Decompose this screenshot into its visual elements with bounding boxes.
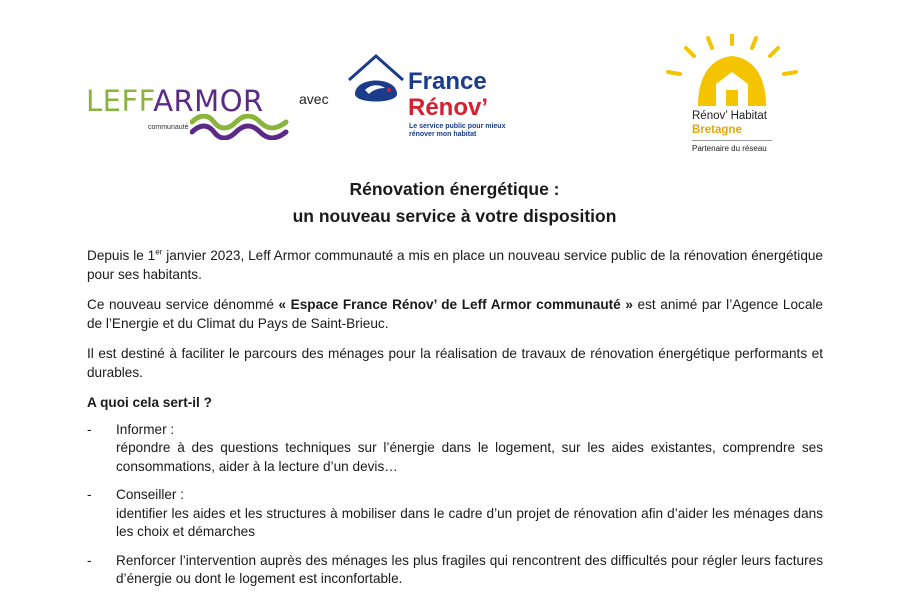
renov-habitat-line3: Partenaire du réseau [692,144,767,153]
list-item-text: identifier les aides et les structures à mobiliser dans le cadre d’un projet de rénovation afin d’aider les ménages dans les choix et démarches [116,505,823,539]
sun-house-icon [662,34,802,114]
list-item-title: Conseiller : [116,487,184,502]
list-item-title: Informer : [116,421,175,437]
paragraph-service-name: Ce nouveau service dénommé « Espace France Rénov’ de Leff Armor communauté » est animé par l’Agence Locale de l’Energie et du Climat du Pays de Saint-Brieuc. [87,297,823,331]
paragraph-purpose: Il est destiné à faciliter le parcours des ménages pour la réalisation de travaux de rénovation énergétique performants et durables. [87,346,823,380]
page-title-line1: Rénovation énergétique : [349,179,560,199]
list-item [87,486,823,542]
france-renov-tagline: Le service public pour mieux rénover mon habitat [409,123,506,138]
marianne-house-icon [345,54,407,112]
list-item-text: Renforcer l’intervention auprès des ménages les plus fragiles qui rencontrent des difficultés pour régler leurs factures d’énergie ou dont le logement est inconfortable. [116,552,823,586]
leffarmor-subtitle: communauté [148,124,189,131]
page-title-line2: un nouveau service à votre disposition [292,206,617,226]
list-item [87,552,823,589]
section-heading: A quoi cela sert-il ? [87,395,212,410]
france-renov-logo [345,54,520,144]
list-dash: - [87,421,92,437]
list-item-text: répondre à des questions techniques sur l’énergie dans le logement, sur les aides existantes, comprendre ses consommations, aider à la lecture d’un devis… [116,440,823,474]
list-item [87,421,823,477]
france-renov-line1: France [408,68,487,95]
renov-habitat-line1: Rénov’ Habitat [692,110,768,122]
service-list [87,421,823,589]
list-dash: - [87,552,92,568]
logo-connector: avec [299,91,329,107]
france-renov-line2: Rénov’ [408,94,489,121]
renov-habitat-logo [662,34,802,159]
paragraph-intro: Depuis le 1er janvier 2023, Leff Armor communauté a mis en place un nouveau service public de la rénovation énergétique pour ses habitants. [87,247,823,282]
list-dash: - [87,487,92,502]
logo-header [0,0,909,165]
leffarmor-logo [86,84,291,144]
leffarmor-wordmark: LEFFARMOR [86,84,264,118]
wave-logo-icon [190,114,290,140]
renov-habitat-divider [692,140,772,141]
document-body [87,247,823,599]
renov-habitat-line2: Bretagne [692,124,742,136]
